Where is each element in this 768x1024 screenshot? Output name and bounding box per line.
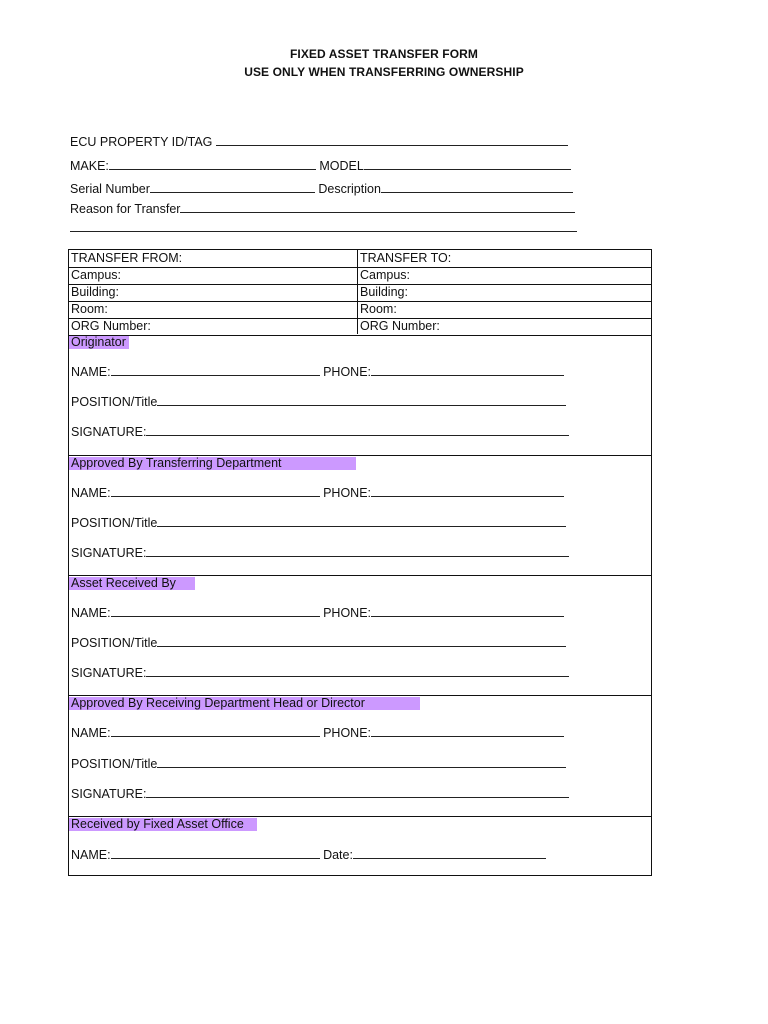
name-blank[interactable] [111,847,320,859]
serial-blank[interactable] [150,181,315,193]
position-row [71,635,566,650]
serial-label: Serial Number [70,182,150,196]
name-blank[interactable] [111,725,320,737]
model-blank[interactable] [364,158,571,170]
table-row [69,250,651,268]
make-label: MAKE: [70,159,109,173]
date-blank[interactable] [353,847,546,859]
signature-label: SIGNATURE: [71,425,147,439]
make-blank[interactable] [109,158,316,170]
position-row [71,394,566,409]
name-blank[interactable] [111,485,320,497]
from-room-label: Room: [71,302,108,316]
section-title: Approved By Receiving Department Head or Director [69,697,420,710]
phone-blank[interactable] [371,725,564,737]
name-label: NAME: [71,606,111,620]
position-row [71,515,566,530]
reason-label: Reason for Transfer [70,202,181,216]
signature-label: SIGNATURE: [71,546,147,560]
reason-blank-2[interactable] [70,220,577,232]
property-id-blank[interactable] [216,134,568,146]
name-blank[interactable] [111,605,320,617]
section-title: Received by Fixed Asset Office [69,818,257,831]
position-blank[interactable] [157,515,566,527]
from-campus-label: Campus: [71,268,122,282]
phone-blank[interactable] [371,485,564,497]
signature-blank[interactable] [146,545,569,557]
form-title: FIXED ASSET TRANSFER FORM [289,47,479,61]
make-model-row [70,158,571,173]
fixed-asset-office-section [69,817,651,875]
phone-label: PHONE: [323,365,372,379]
table-row[interactable] [69,301,651,319]
originator-section [69,335,651,456]
signature-label: SIGNATURE: [71,787,147,801]
phone-label: PHONE: [323,486,372,500]
name-label: NAME: [71,486,111,500]
from-building-label: Building: [71,285,119,299]
name-phone-row [71,605,564,620]
phone-blank[interactable] [371,605,564,617]
section-title: Approved By Transferring Department [69,457,356,470]
description-label: Description [318,182,381,196]
name-label: NAME: [71,726,111,740]
to-room-label: Room: [360,302,397,316]
reason-blank[interactable] [180,201,575,213]
to-campus-label: Campus: [360,268,411,282]
phone-label: PHONE: [323,726,372,740]
signature-row [71,665,569,680]
name-phone-row [71,485,564,500]
transfer-from-header: TRANSFER FROM: [71,251,183,265]
receiving-dept-section [69,696,651,817]
transfer-table [68,249,652,876]
signature-row [71,424,569,439]
to-building-label: Building: [360,285,408,299]
position-blank[interactable] [157,756,566,768]
asset-received-section [69,576,651,696]
signature-row [71,786,569,801]
signature-blank[interactable] [146,665,569,677]
signature-row [71,545,569,560]
to-org-label: ORG Number: [360,319,440,333]
phone-label: PHONE: [323,606,372,620]
position-label: POSITION/Title [71,636,158,650]
table-row[interactable] [69,267,651,285]
description-blank[interactable] [381,181,573,193]
serial-description-row [70,181,573,196]
name-date-row [71,847,546,862]
section-title: Asset Received By [69,577,195,590]
signature-blank[interactable] [146,424,569,436]
reason-row [70,201,575,216]
position-blank[interactable] [157,635,566,647]
name-blank[interactable] [111,364,320,376]
property-id-field[interactable] [70,134,568,149]
position-label: POSITION/Title [71,395,158,409]
from-org-label: ORG Number: [71,319,151,333]
section-title: Originator [69,336,129,349]
signature-blank[interactable] [146,786,569,798]
model-label: MODEL [319,159,364,173]
name-label: NAME: [71,365,111,379]
name-phone-row [71,364,564,379]
phone-blank[interactable] [371,364,564,376]
signature-label: SIGNATURE: [71,666,147,680]
name-phone-row [71,725,564,740]
transfer-to-header: TRANSFER TO: [360,251,452,265]
reason-continuation[interactable] [70,220,577,235]
table-row[interactable] [69,318,651,336]
form-subtitle: USE ONLY WHEN TRANSFERRING OWNERSHIP [244,65,524,79]
table-row[interactable] [69,284,651,302]
name-label: NAME: [71,848,111,862]
transferring-dept-section [69,456,651,576]
position-blank[interactable] [157,394,566,406]
position-label: POSITION/Title [71,757,158,771]
date-label: Date: [323,848,353,862]
position-row [71,756,566,771]
property-id-label: ECU PROPERTY ID/TAG [70,135,213,149]
position-label: POSITION/Title [71,516,158,530]
